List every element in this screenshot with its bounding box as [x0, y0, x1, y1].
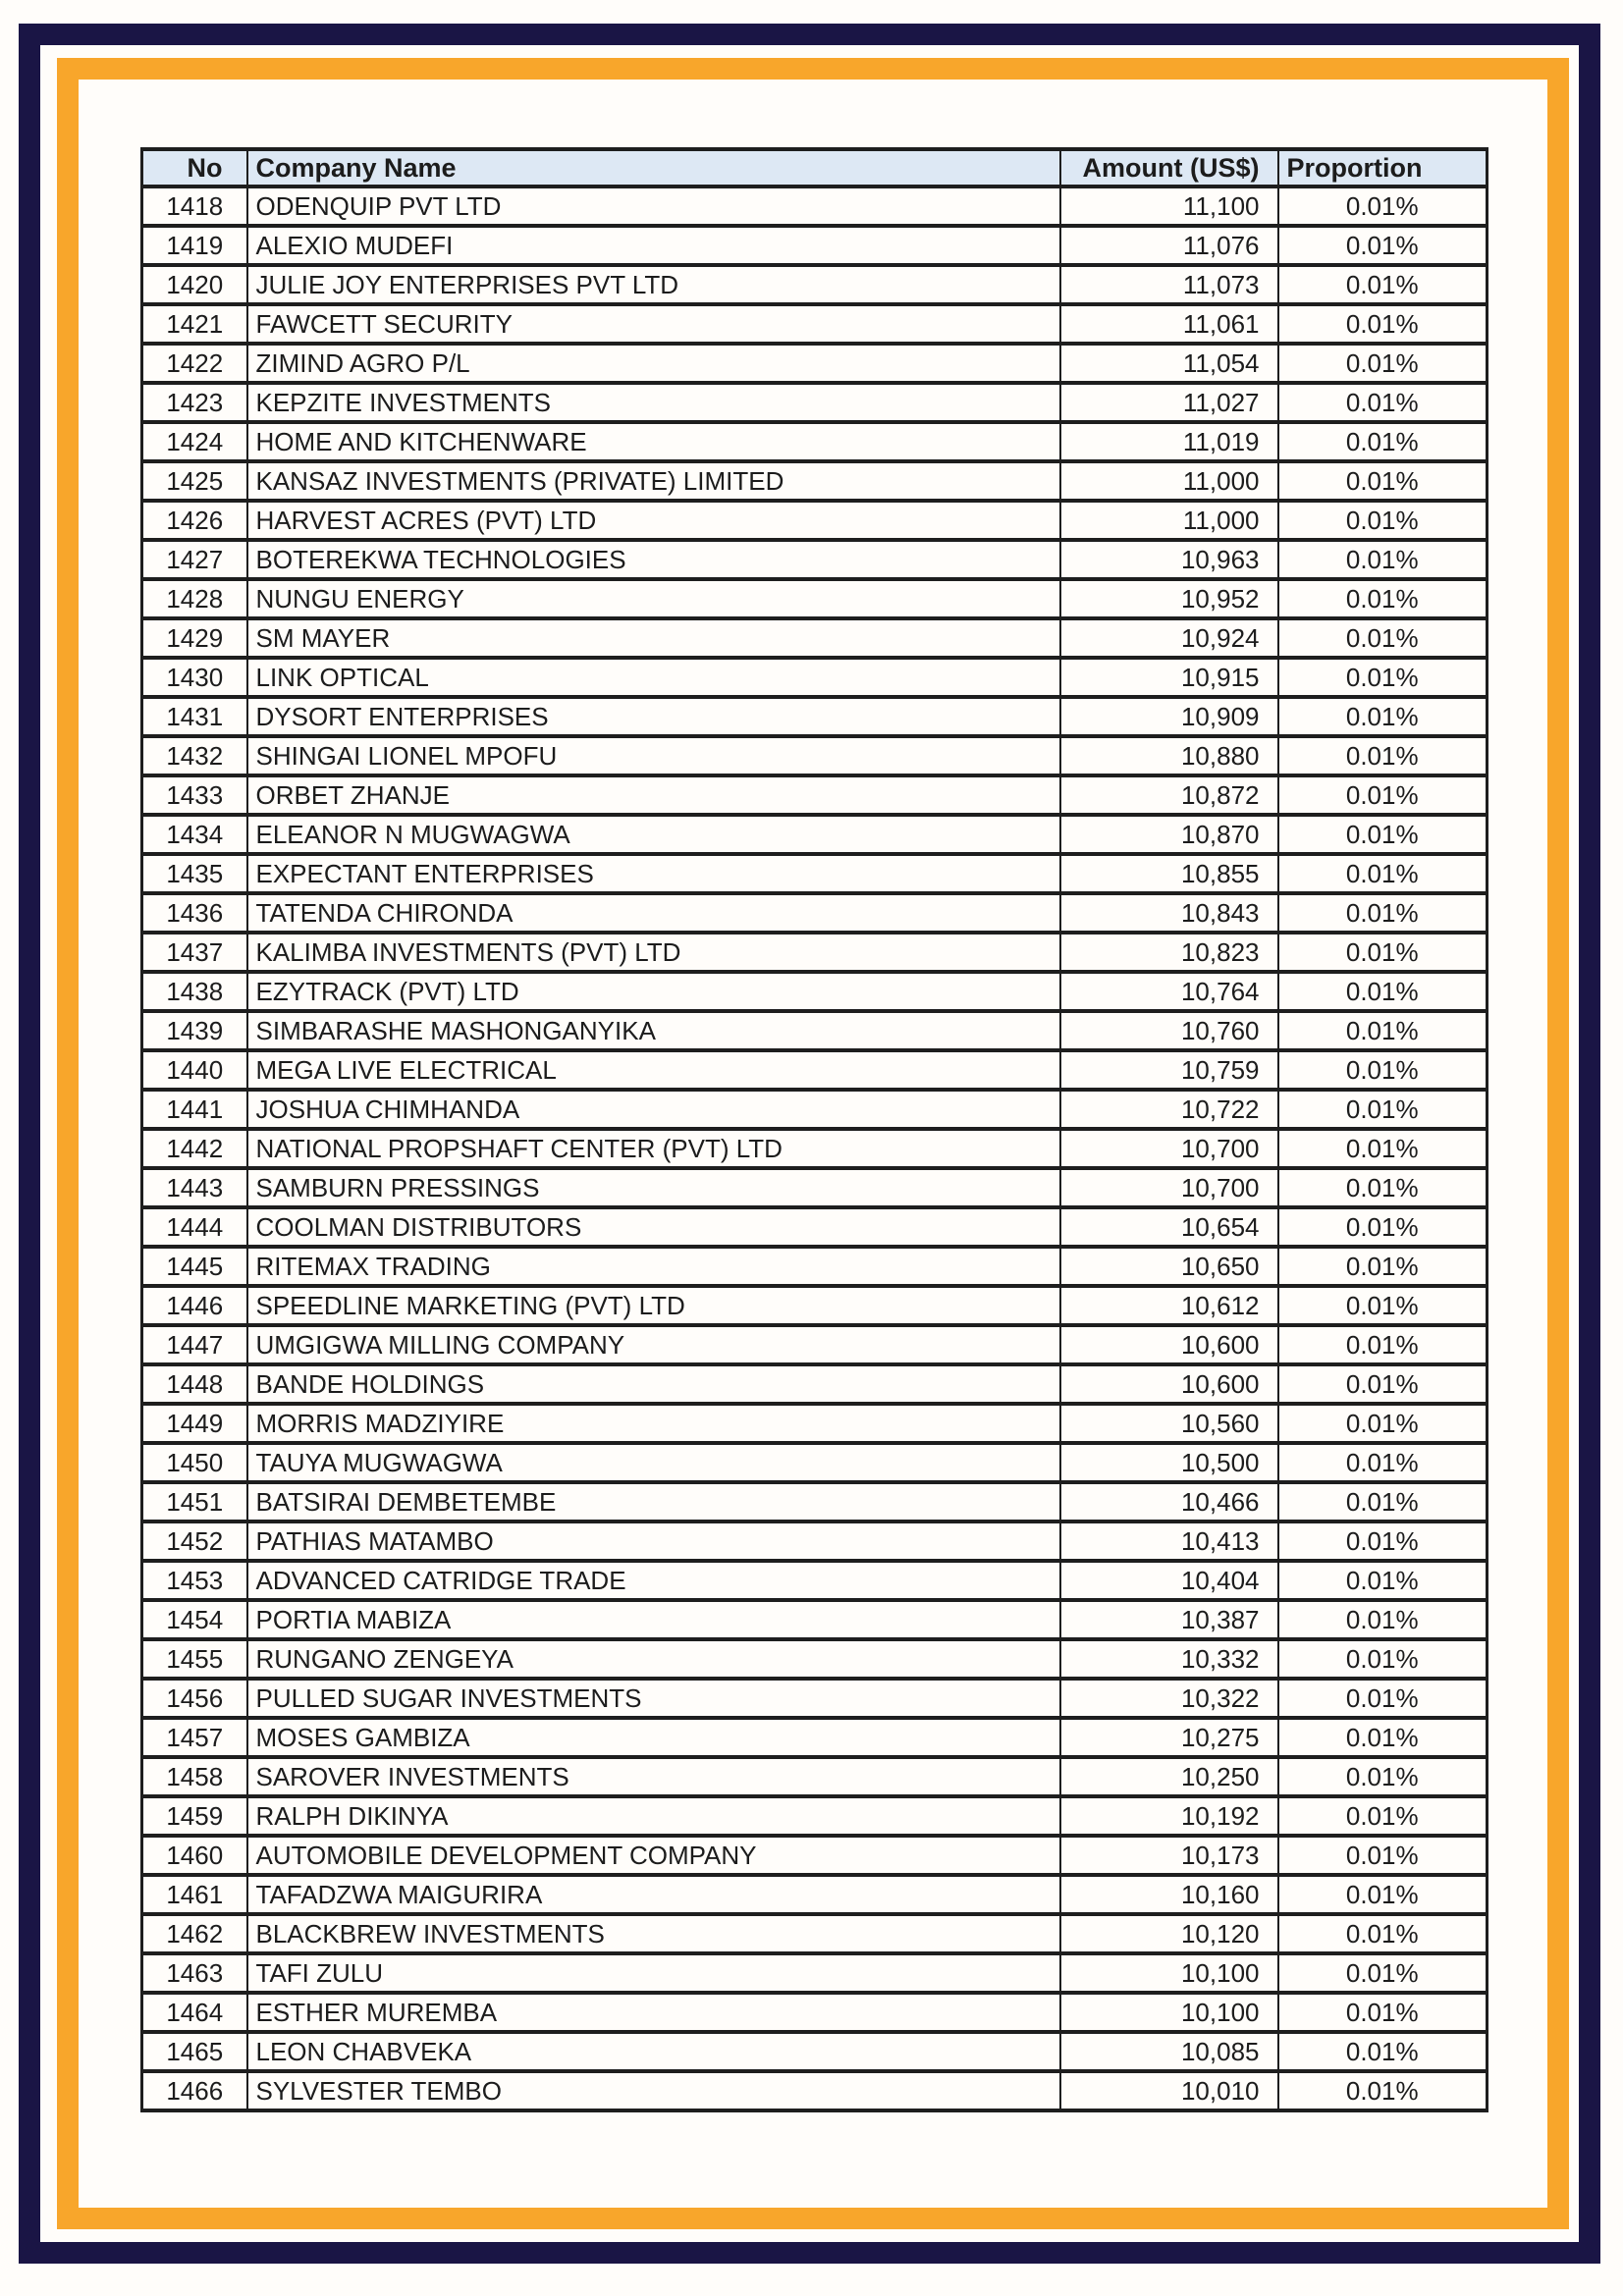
cell-amount: 10,823 [1060, 933, 1278, 972]
cell-amount: 10,759 [1060, 1050, 1278, 1090]
cell-amount: 10,872 [1060, 775, 1278, 815]
cell-no: 1458 [142, 1757, 247, 1796]
cell-amount: 10,275 [1060, 1718, 1278, 1757]
table-row [142, 933, 1488, 972]
cell-amount: 10,100 [1060, 1953, 1278, 1993]
cell-no: 1459 [142, 1796, 247, 1836]
cell-no: 1430 [142, 658, 247, 697]
table-row [142, 1522, 1488, 1561]
table-row [142, 422, 1488, 461]
table-row [142, 658, 1488, 697]
table-row [142, 1796, 1488, 1836]
table-row [142, 1914, 1488, 1953]
cell-amount: 10,870 [1060, 815, 1278, 854]
cell-proportion: 0.01% [1278, 1679, 1488, 1718]
cell-no: 1453 [142, 1561, 247, 1600]
cell-company-name: PATHIAS MATAMBO [247, 1522, 1060, 1561]
cell-proportion: 0.01% [1278, 1953, 1488, 1993]
cell-proportion: 0.01% [1278, 422, 1488, 461]
cell-company-name: TAFADZWA MAIGURIRA [247, 1875, 1060, 1914]
cell-company-name: SPEEDLINE MARKETING (PVT) LTD [247, 1286, 1060, 1325]
cell-proportion: 0.01% [1278, 1207, 1488, 1247]
cell-company-name: MEGA LIVE ELECTRICAL [247, 1050, 1060, 1090]
cell-no: 1465 [142, 2032, 247, 2071]
cell-no: 1420 [142, 265, 247, 304]
cell-amount: 10,332 [1060, 1639, 1278, 1679]
table-row [142, 893, 1488, 933]
cell-amount: 10,413 [1060, 1522, 1278, 1561]
cell-amount: 11,061 [1060, 304, 1278, 344]
cell-amount: 10,500 [1060, 1443, 1278, 1482]
cell-proportion: 0.01% [1278, 304, 1488, 344]
cell-proportion: 0.01% [1278, 854, 1488, 893]
cell-company-name: EZYTRACK (PVT) LTD [247, 972, 1060, 1011]
cell-proportion: 0.01% [1278, 775, 1488, 815]
cell-proportion: 0.01% [1278, 579, 1488, 618]
cell-proportion: 0.01% [1278, 1482, 1488, 1522]
table-row [142, 265, 1488, 304]
cell-company-name: JOSHUA CHIMHANDA [247, 1090, 1060, 1129]
cell-proportion: 0.01% [1278, 1914, 1488, 1953]
table-row [142, 1129, 1488, 1168]
cell-company-name: TAUYA MUGWAGWA [247, 1443, 1060, 1482]
company-amount-table [140, 147, 1488, 2112]
cell-company-name: SAMBURN PRESSINGS [247, 1168, 1060, 1207]
cell-proportion: 0.01% [1278, 1718, 1488, 1757]
cell-no: 1426 [142, 501, 247, 540]
cell-no: 1431 [142, 697, 247, 736]
cell-amount: 10,924 [1060, 618, 1278, 658]
cell-no: 1425 [142, 461, 247, 501]
cell-amount: 10,600 [1060, 1325, 1278, 1364]
table-row [142, 304, 1488, 344]
table-row [142, 1993, 1488, 2032]
cell-proportion: 0.01% [1278, 933, 1488, 972]
cell-amount: 10,880 [1060, 736, 1278, 775]
cell-no: 1448 [142, 1364, 247, 1404]
table-row [142, 1757, 1488, 1796]
cell-company-name: ADVANCED CATRIDGE TRADE [247, 1561, 1060, 1600]
cell-company-name: ORBET ZHANJE [247, 775, 1060, 815]
table-row [142, 854, 1488, 893]
cell-amount: 10,466 [1060, 1482, 1278, 1522]
table-row [142, 1482, 1488, 1522]
table-row [142, 1443, 1488, 1482]
cell-company-name: BANDE HOLDINGS [247, 1364, 1060, 1404]
cell-company-name: COOLMAN DISTRIBUTORS [247, 1207, 1060, 1247]
cell-amount: 10,250 [1060, 1757, 1278, 1796]
cell-amount: 10,085 [1060, 2032, 1278, 2071]
cell-company-name: MORRIS MADZIYIRE [247, 1404, 1060, 1443]
table-row [142, 1247, 1488, 1286]
cell-company-name: SM MAYER [247, 618, 1060, 658]
cell-company-name: DYSORT ENTERPRISES [247, 697, 1060, 736]
cell-company-name: BOTEREKWA TECHNOLOGIES [247, 540, 1060, 579]
cell-no: 1464 [142, 1993, 247, 2032]
cell-proportion: 0.01% [1278, 1050, 1488, 1090]
cell-no: 1419 [142, 226, 247, 265]
cell-amount: 11,000 [1060, 501, 1278, 540]
table-row [142, 1207, 1488, 1247]
cell-no: 1435 [142, 854, 247, 893]
cell-company-name: MOSES GAMBIZA [247, 1718, 1060, 1757]
cell-amount: 11,054 [1060, 344, 1278, 383]
cell-amount: 10,700 [1060, 1168, 1278, 1207]
table-row [142, 1836, 1488, 1875]
cell-no: 1457 [142, 1718, 247, 1757]
cell-no: 1437 [142, 933, 247, 972]
cell-proportion: 0.01% [1278, 187, 1488, 226]
cell-amount: 11,019 [1060, 422, 1278, 461]
cell-proportion: 0.01% [1278, 1443, 1488, 1482]
cell-amount: 10,722 [1060, 1090, 1278, 1129]
cell-proportion: 0.01% [1278, 1836, 1488, 1875]
cell-proportion: 0.01% [1278, 1875, 1488, 1914]
cell-company-name: BLACKBREW INVESTMENTS [247, 1914, 1060, 1953]
cell-proportion: 0.01% [1278, 618, 1488, 658]
cell-proportion: 0.01% [1278, 501, 1488, 540]
cell-company-name: EXPECTANT ENTERPRISES [247, 854, 1060, 893]
cell-no: 1438 [142, 972, 247, 1011]
table-row [142, 1600, 1488, 1639]
cell-proportion: 0.01% [1278, 893, 1488, 933]
cell-proportion: 0.01% [1278, 658, 1488, 697]
cell-proportion: 0.01% [1278, 1639, 1488, 1679]
table-row [142, 226, 1488, 265]
cell-proportion: 0.01% [1278, 1404, 1488, 1443]
table-row [142, 1168, 1488, 1207]
cell-no: 1451 [142, 1482, 247, 1522]
table-row [142, 618, 1488, 658]
cell-amount: 10,173 [1060, 1836, 1278, 1875]
cell-amount: 10,915 [1060, 658, 1278, 697]
cell-no: 1445 [142, 1247, 247, 1286]
cell-amount: 10,160 [1060, 1875, 1278, 1914]
cell-company-name: ELEANOR N MUGWAGWA [247, 815, 1060, 854]
table-row [142, 187, 1488, 226]
table-row [142, 501, 1488, 540]
cell-amount: 11,000 [1060, 461, 1278, 501]
cell-amount: 10,855 [1060, 854, 1278, 893]
cell-proportion: 0.01% [1278, 1090, 1488, 1129]
cell-company-name: JULIE JOY ENTERPRISES PVT LTD [247, 265, 1060, 304]
cell-proportion: 0.01% [1278, 226, 1488, 265]
cell-company-name: FAWCETT SECURITY [247, 304, 1060, 344]
cell-no: 1450 [142, 1443, 247, 1482]
cell-company-name: SAROVER INVESTMENTS [247, 1757, 1060, 1796]
table-row [142, 775, 1488, 815]
cell-amount: 11,100 [1060, 187, 1278, 226]
cell-proportion: 0.01% [1278, 540, 1488, 579]
cell-amount: 10,120 [1060, 1914, 1278, 1953]
cell-amount: 10,322 [1060, 1679, 1278, 1718]
cell-amount: 10,700 [1060, 1129, 1278, 1168]
table-row [142, 1286, 1488, 1325]
cell-company-name: NUNGU ENERGY [247, 579, 1060, 618]
cell-company-name: ALEXIO MUDEFI [247, 226, 1060, 265]
cell-proportion: 0.01% [1278, 1247, 1488, 1286]
cell-proportion: 0.01% [1278, 815, 1488, 854]
cell-company-name: TAFI ZULU [247, 1953, 1060, 1993]
cell-no: 1456 [142, 1679, 247, 1718]
table-row [142, 2032, 1488, 2071]
cell-proportion: 0.01% [1278, 697, 1488, 736]
cell-company-name: PORTIA MABIZA [247, 1600, 1060, 1639]
cell-company-name: HARVEST ACRES (PVT) LTD [247, 501, 1060, 540]
table-row [142, 1325, 1488, 1364]
cell-amount: 10,387 [1060, 1600, 1278, 1639]
cell-company-name: SIMBARASHE MASHONGANYIKA [247, 1011, 1060, 1050]
cell-proportion: 0.01% [1278, 1757, 1488, 1796]
cell-company-name: RALPH DIKINYA [247, 1796, 1060, 1836]
table-row [142, 697, 1488, 736]
cell-no: 1428 [142, 579, 247, 618]
cell-no: 1460 [142, 1836, 247, 1875]
cell-no: 1421 [142, 304, 247, 344]
cell-no: 1433 [142, 775, 247, 815]
cell-amount: 10,560 [1060, 1404, 1278, 1443]
cell-proportion: 0.01% [1278, 461, 1488, 501]
cell-no: 1463 [142, 1953, 247, 1993]
cell-proportion: 0.01% [1278, 1011, 1488, 1050]
header-row [142, 149, 1488, 187]
cell-amount: 10,612 [1060, 1286, 1278, 1325]
cell-no: 1439 [142, 1011, 247, 1050]
cell-proportion: 0.01% [1278, 1522, 1488, 1561]
table-row [142, 461, 1488, 501]
cell-company-name: KEPZITE INVESTMENTS [247, 383, 1060, 422]
table-row [142, 579, 1488, 618]
cell-proportion: 0.01% [1278, 1796, 1488, 1836]
company-amount-table-container [140, 147, 1486, 2112]
cell-amount: 10,192 [1060, 1796, 1278, 1836]
cell-company-name: BATSIRAI DEMBETEMBE [247, 1482, 1060, 1522]
cell-no: 1461 [142, 1875, 247, 1914]
cell-company-name: AUTOMOBILE DEVELOPMENT COMPANY [247, 1836, 1060, 1875]
cell-company-name: RUNGANO ZENGEYA [247, 1639, 1060, 1679]
table-row [142, 1090, 1488, 1129]
column-header-proportion: Proportion [1278, 149, 1488, 187]
cell-company-name: HOME AND KITCHENWARE [247, 422, 1060, 461]
cell-amount: 11,073 [1060, 265, 1278, 304]
cell-no: 1444 [142, 1207, 247, 1247]
table-row [142, 540, 1488, 579]
table-row [142, 1011, 1488, 1050]
cell-proportion: 0.01% [1278, 1600, 1488, 1639]
table-row [142, 1561, 1488, 1600]
column-header-no: No [142, 149, 247, 187]
cell-no: 1466 [142, 2071, 247, 2110]
cell-proportion: 0.01% [1278, 1286, 1488, 1325]
table-row [142, 1404, 1488, 1443]
cell-proportion: 0.01% [1278, 2032, 1488, 2071]
cell-proportion: 0.01% [1278, 1993, 1488, 2032]
cell-amount: 10,952 [1060, 579, 1278, 618]
table-row [142, 972, 1488, 1011]
table-row [142, 2071, 1488, 2110]
cell-company-name: ODENQUIP PVT LTD [247, 187, 1060, 226]
cell-amount: 10,010 [1060, 2071, 1278, 2110]
cell-no: 1418 [142, 187, 247, 226]
cell-no: 1423 [142, 383, 247, 422]
cell-company-name: NATIONAL PROPSHAFT CENTER (PVT) LTD [247, 1129, 1060, 1168]
cell-no: 1422 [142, 344, 247, 383]
cell-no: 1424 [142, 422, 247, 461]
cell-amount: 10,100 [1060, 1993, 1278, 2032]
cell-company-name: RITEMAX TRADING [247, 1247, 1060, 1286]
cell-company-name: SYLVESTER TEMBO [247, 2071, 1060, 2110]
cell-proportion: 0.01% [1278, 265, 1488, 304]
cell-no: 1447 [142, 1325, 247, 1364]
table-row [142, 1050, 1488, 1090]
cell-no: 1440 [142, 1050, 247, 1090]
cell-company-name: SHINGAI LIONEL MPOFU [247, 736, 1060, 775]
table-row [142, 736, 1488, 775]
cell-proportion: 0.01% [1278, 1129, 1488, 1168]
cell-amount: 11,027 [1060, 383, 1278, 422]
table-row [142, 383, 1488, 422]
cell-no: 1446 [142, 1286, 247, 1325]
cell-amount: 10,963 [1060, 540, 1278, 579]
cell-proportion: 0.01% [1278, 344, 1488, 383]
table-row [142, 815, 1488, 854]
table-body [142, 187, 1488, 2110]
cell-amount: 10,404 [1060, 1561, 1278, 1600]
cell-company-name: LINK OPTICAL [247, 658, 1060, 697]
table-row [142, 1718, 1488, 1757]
cell-proportion: 0.01% [1278, 1364, 1488, 1404]
cell-no: 1441 [142, 1090, 247, 1129]
cell-no: 1454 [142, 1600, 247, 1639]
cell-company-name: PULLED SUGAR INVESTMENTS [247, 1679, 1060, 1718]
cell-company-name: KANSAZ INVESTMENTS (PRIVATE) LIMITED [247, 461, 1060, 501]
cell-proportion: 0.01% [1278, 736, 1488, 775]
cell-proportion: 0.01% [1278, 383, 1488, 422]
cell-no: 1432 [142, 736, 247, 775]
cell-no: 1436 [142, 893, 247, 933]
cell-company-name: TATENDA CHIRONDA [247, 893, 1060, 933]
cell-no: 1462 [142, 1914, 247, 1953]
cell-proportion: 0.01% [1278, 1325, 1488, 1364]
cell-company-name: ZIMIND AGRO P/L [247, 344, 1060, 383]
table-row [142, 1953, 1488, 1993]
column-header-amount: Amount (US$) [1060, 149, 1278, 187]
cell-company-name: ESTHER MUREMBA [247, 1993, 1060, 2032]
cell-no: 1427 [142, 540, 247, 579]
cell-no: 1452 [142, 1522, 247, 1561]
table-row [142, 1364, 1488, 1404]
cell-company-name: KALIMBA INVESTMENTS (PVT) LTD [247, 933, 1060, 972]
cell-no: 1429 [142, 618, 247, 658]
cell-amount: 10,654 [1060, 1207, 1278, 1247]
cell-no: 1434 [142, 815, 247, 854]
cell-proportion: 0.01% [1278, 2071, 1488, 2110]
cell-amount: 10,909 [1060, 697, 1278, 736]
cell-amount: 10,764 [1060, 972, 1278, 1011]
cell-amount: 10,843 [1060, 893, 1278, 933]
cell-no: 1449 [142, 1404, 247, 1443]
table-row [142, 1875, 1488, 1914]
cell-amount: 11,076 [1060, 226, 1278, 265]
column-header-company: Company Name [247, 149, 1060, 187]
cell-company-name: LEON CHABVEKA [247, 2032, 1060, 2071]
cell-proportion: 0.01% [1278, 1168, 1488, 1207]
cell-company-name: UMGIGWA MILLING COMPANY [247, 1325, 1060, 1364]
table-row [142, 1639, 1488, 1679]
table-row [142, 344, 1488, 383]
cell-proportion: 0.01% [1278, 972, 1488, 1011]
cell-proportion: 0.01% [1278, 1561, 1488, 1600]
cell-amount: 10,760 [1060, 1011, 1278, 1050]
cell-no: 1442 [142, 1129, 247, 1168]
table-row [142, 1679, 1488, 1718]
cell-amount: 10,650 [1060, 1247, 1278, 1286]
cell-no: 1455 [142, 1639, 247, 1679]
cell-amount: 10,600 [1060, 1364, 1278, 1404]
cell-no: 1443 [142, 1168, 247, 1207]
